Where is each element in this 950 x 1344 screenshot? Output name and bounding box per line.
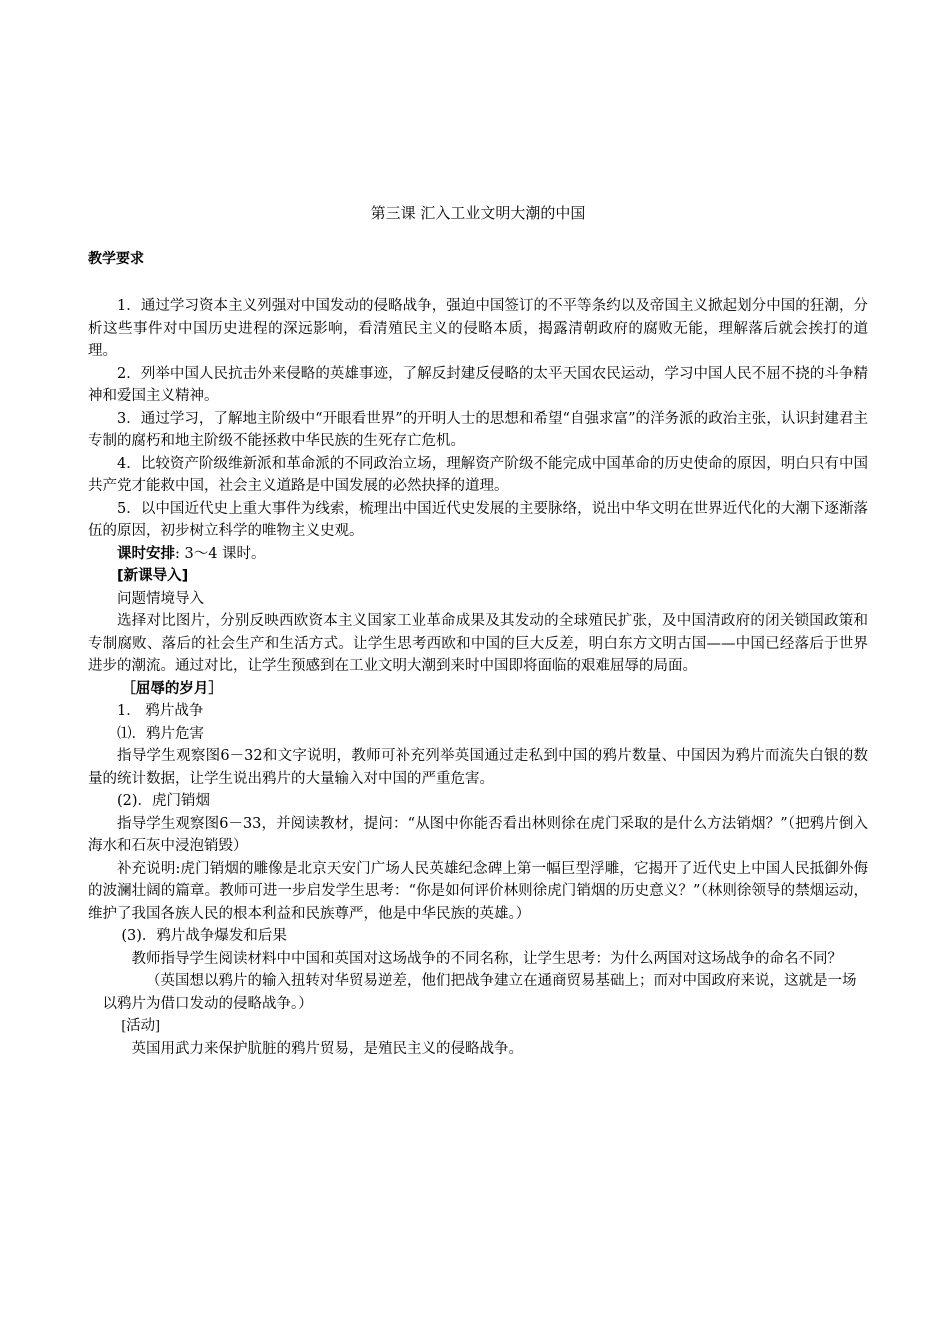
requirement-item: 2．列举中国人民抗击外来侵略的英雄事迹，了解反封建反侵略的太平天国农民运动，学习中国人民不屈不挠的斗争精神和爱国主义精神。 <box>88 365 868 404</box>
requirement-item: 3．通过学习，了解地主阶级中“开眼看世界”的开明人士的思想和希望“自强求富”的洋务派的政治主张，认识封建君主专制的腐朽和地主阶级不能拯救中华民族的生死存亡危机。 <box>88 410 868 449</box>
lesson-title: 第三课 汇入工业文明大潮的中国 <box>370 204 586 222</box>
section-heading-requirements: 教学要求 <box>88 251 144 267</box>
requirement-item: 4．比较资产阶级维新派和革命派的不同政治立场，理解资产阶级不能完成中国革命的历史使命的原因，明白只有中国共产党才能救中国，社会主义道路是中国发展的必然抉择的道理。 <box>88 455 868 494</box>
intro-subheading: 问题情境导入 <box>117 590 204 607</box>
sub2-heading: (2)．虎门销烟 <box>117 793 211 809</box>
opium-war-heading: 1． 鸦片战争 <box>117 703 204 719</box>
intro-paragraph: 选择对比图片，分别反映西欧资本主义国家工业革命成果及其发动的全球殖民扩张，及中国清政府的闭关锁国政策和专制腐败、落后的社会生产和生活方式。让学生思考西欧和中国的巨大反差，明白东方文明古国——中国已经落后于世界进步的潮流。通过对比，让学生预感到在工业文明大潮到来时中国即将面临的艰难屈辱的局面。 <box>88 613 868 674</box>
requirement-item: 5．以中国近代史上重大事件为线索，梳理出中国近代史发展的主要脉络，说出中华文明在世界近代化的大潮下逐渐落伍的原因，初步树立科学的唯物主义史观。 <box>88 500 868 539</box>
sub2-supplement: 补充说明:虎门销烟的雕像是北京天安门广场人民英雄纪念碑上第一幅巨型浮雕，它揭开了近代史上中国人民抵御外侮的波澜壮阔的篇章。教师可进一步启发学生思考：“你是如何评价林则徐虎门销烟的历史意义？”（林则徐领导的禁烟运动，维护了我国各族人民的根本利益和民族尊严，他是中华民族的英雄。） <box>88 860 868 922</box>
sub2-paragraph: 指导学生观察图6－33，并阅读教材，提问：“从图中你能否看出林则徐在虎门采取的是什么方法销烟？”（把鸦片倒入海水和石灰中浸泡销毁） <box>88 815 868 854</box>
humiliation-heading: ［屈辱的岁月］ <box>121 680 223 697</box>
sub1-heading: ⑴．鸦片危害 <box>117 725 204 742</box>
schedule-value: : 3～4 课时。 <box>175 545 266 562</box>
sub3-paragraph: 教师指导学生阅读材料中中国和英国对这场战争的不同名称，让学生思考：为什么两国对这场战争的命名不同？ <box>131 950 842 967</box>
schedule-line <box>88 543 868 566</box>
sub3-heading: (3)．鸦片战争爆发和后果 <box>121 928 287 944</box>
sub1-paragraph: 指导学生观察图6－32和文字说明，教师可补充列举英国通过走私到中国的鸦片数量、中国因为鸦片而流失白银的数量的统计数据，让学生说出鸦片的大量输入对中国的严重危害。 <box>88 748 868 787</box>
document-body <box>88 295 868 1060</box>
intro-heading: [新课导入] <box>117 568 189 584</box>
schedule-label: 课时安排 <box>117 545 175 562</box>
activity-text: 英国用武力来保护肮脏的鸦片贸易，是殖民主义的侵略战争。 <box>131 1040 523 1057</box>
sub3-answer: （英国想以鸦片的输入扭转对华贸易逆差，他们把战争建立在通商贸易基础上；而对中国政府来说，这就是一场以鸦片为借口发动的侵略战争。） <box>102 973 857 1012</box>
activity-heading: [活动] <box>121 1018 161 1034</box>
requirement-item: 1．通过学习资本主义列强对中国发动的侵略战争，强迫中国签订的不平等条约以及帝国主义掀起划分中国的狂潮，分析这些事件对中国历史进程的深远影响，看清殖民主义的侵略本质，揭露清朝政府的腐败无能，理解落后就会挨打的道理。 <box>88 298 868 359</box>
